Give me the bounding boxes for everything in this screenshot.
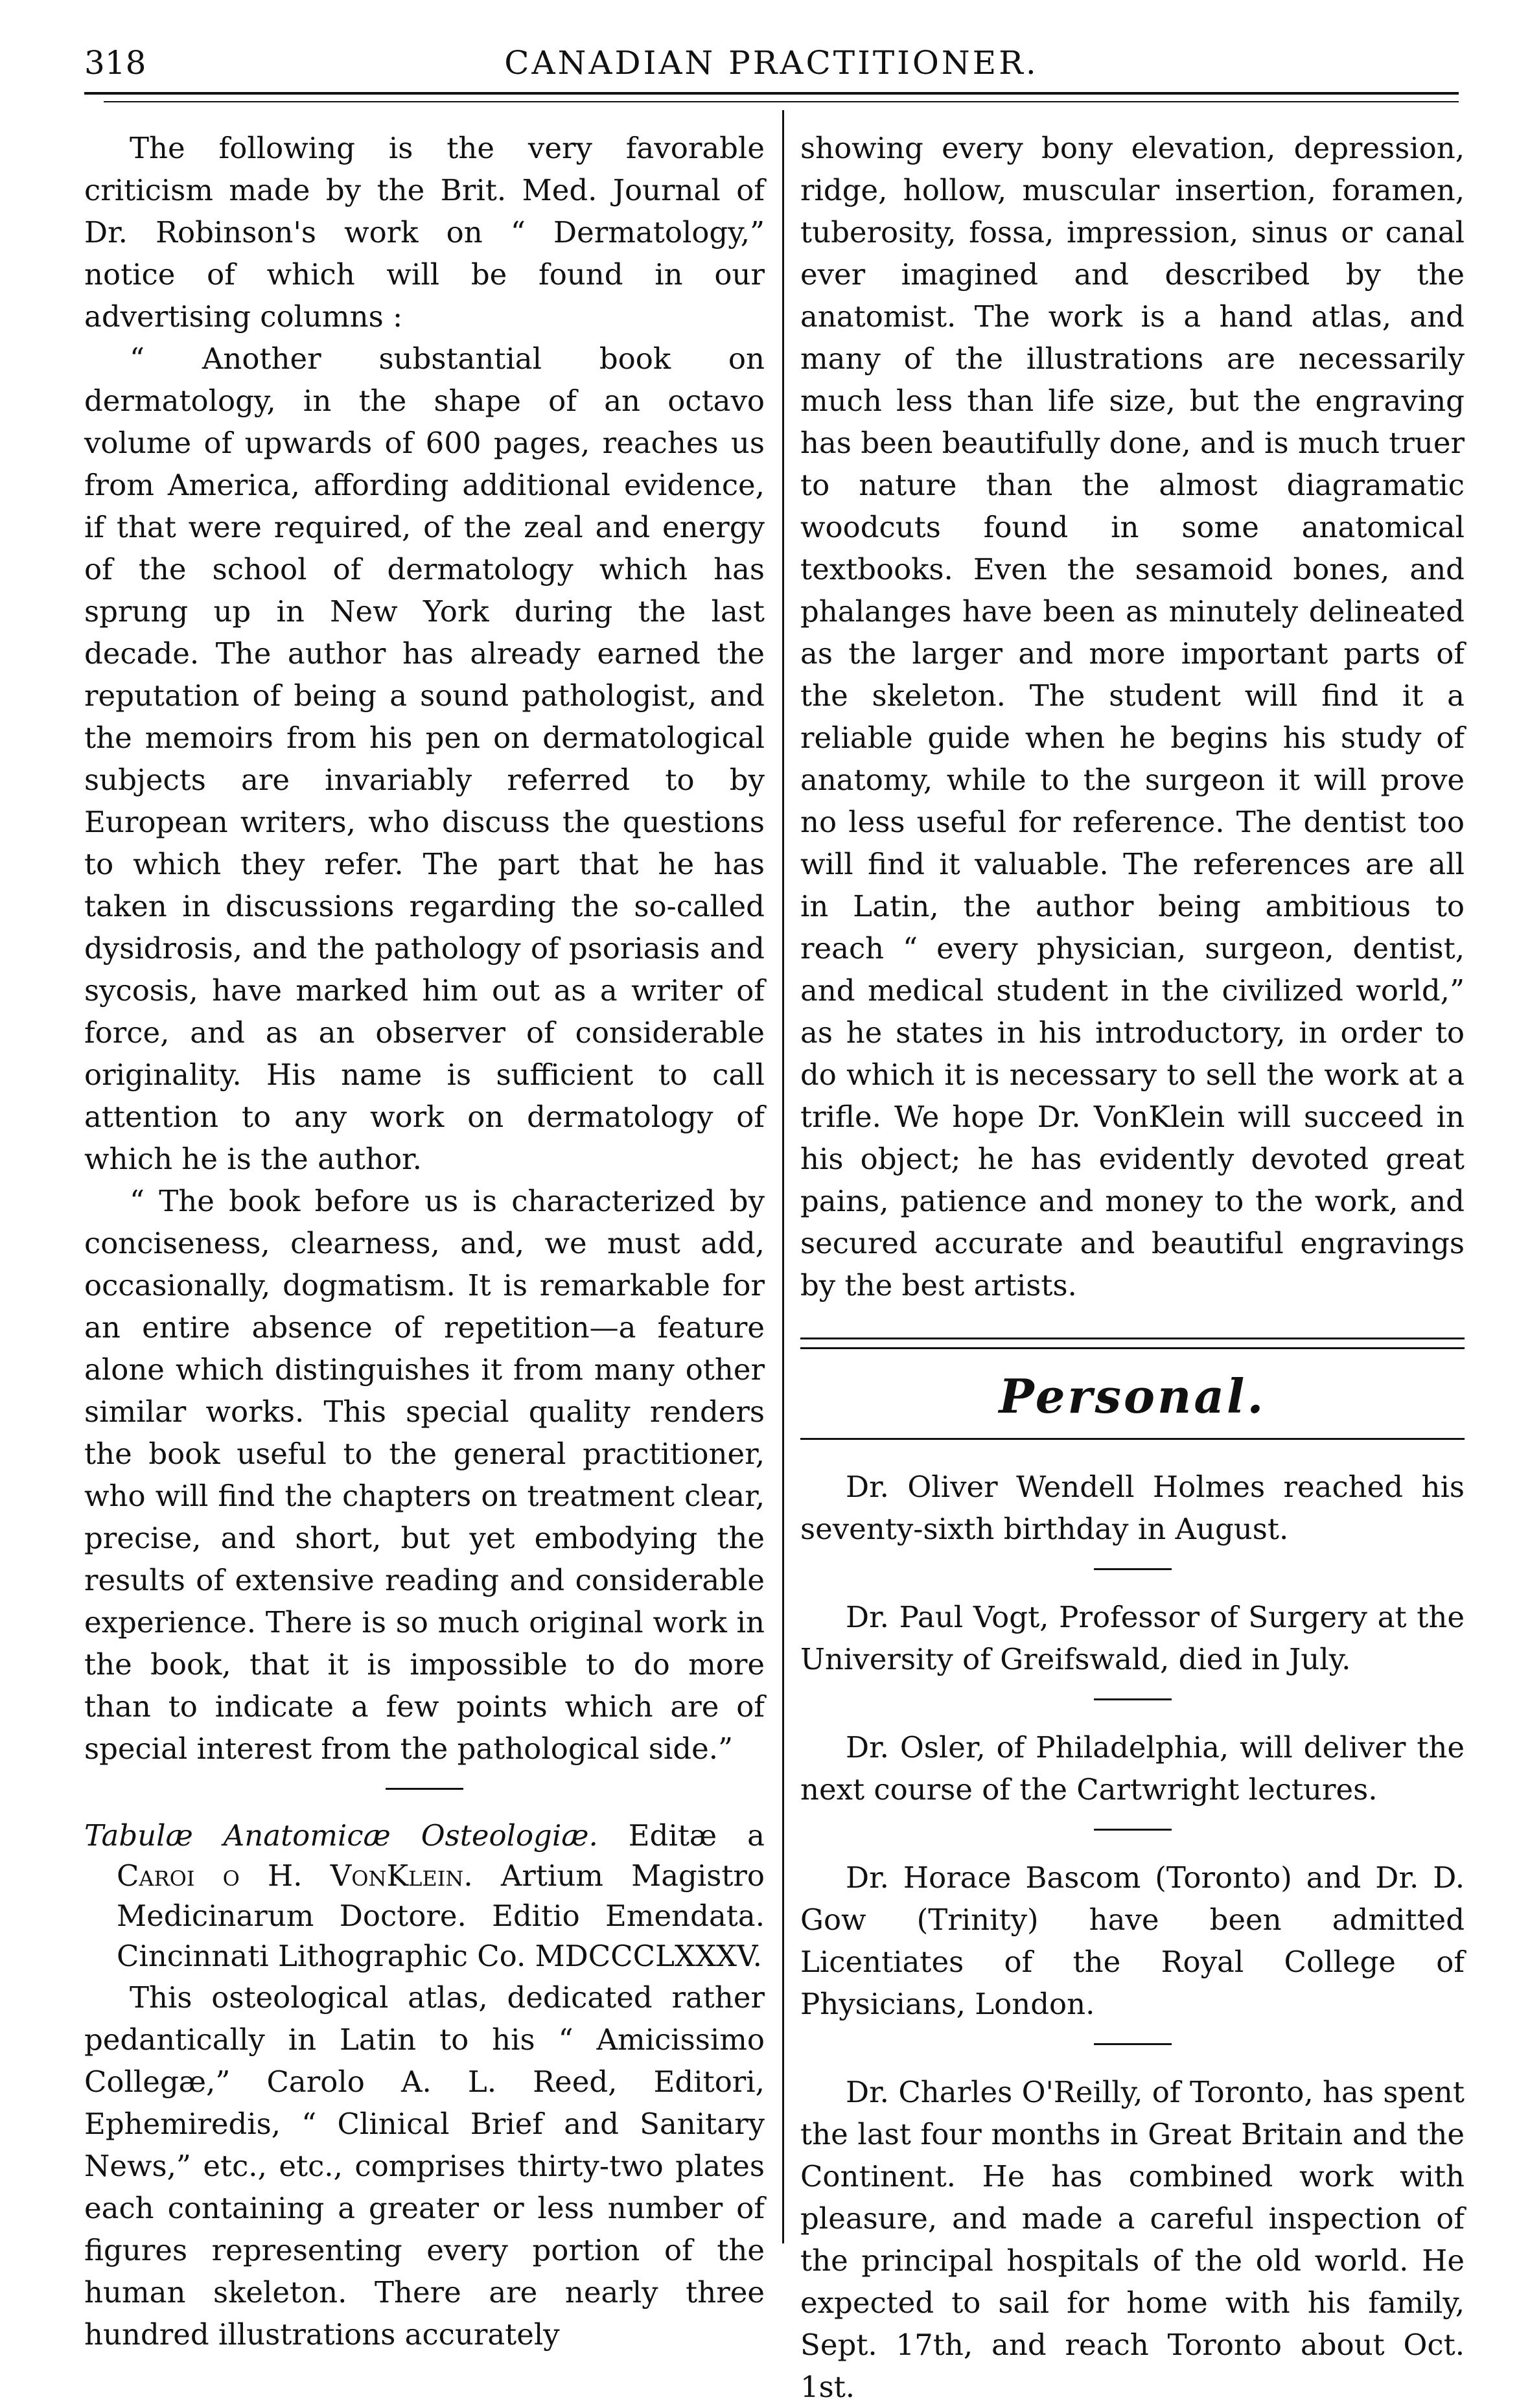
personal-item-text: Dr. Horace Bascom (Toronto) and Dr. D. Gow (Trinity) have been admitted Licentiates of the Royal College of Physicians, London. — [800, 1860, 1465, 2021]
quoted-review-paragraph-2: “ The book before us is characterized by conciseness, clearness, and, we must add, occasionally, dogmatism. It is remarkable for an entire absence of repetition—a feature alone which distinguishes it from many other similar works. This special quality renders the book useful to the general practitioner, who will find the chapters on treatment clear, precise, and short, but yet embodying the results of extensive reading and considerable experience. There is so much original work in the book, that it is impossible to do more than to indicate a few points which are of special interest from the pathological side.” — [84, 1184, 765, 1766]
citation-details: Artium Magistro Medicinarum Doctore. Editio Emendata. Cincinnati Lithographic Co. MDCCCLXXXV. — [117, 1858, 765, 1973]
personal-item-text: Dr. Oliver Wendell Holmes reached his seventy-sixth birthday in August. — [800, 1470, 1465, 1546]
personal-item — [800, 1726, 1465, 1811]
heading-underline — [800, 1438, 1465, 1440]
header-rule-thick — [84, 92, 1459, 95]
item-separator — [1094, 1698, 1172, 1700]
page-header — [84, 39, 1459, 91]
quoted-review-paragraph-1: “ Another substantial book on dermatology, in the shape of an octavo volume of upwards of 600 pages, reaches us from America, affording additional evidence, if that were required, of the zeal and energy of the school of dermatology which has sprung up in New York during the last decade. The author has already earned the reputation of being a sound pathologist, and the memoirs from his pen on dermatological subjects are invariably referred to by European writers, who discuss the questions to which they refer. The part that he has taken in discussions regarding the so-called dysidrosis, and the pathology of psoriasis and sycosis, have marked him out as a writer of force, and as an observer of considerable originality. His name is sufficient to call attention to any work on dermatology of which he is the author. — [84, 342, 765, 1176]
item-separator — [1094, 1568, 1172, 1570]
book-citation — [84, 1816, 765, 1976]
section-double-rule — [800, 1337, 1465, 1349]
personal-item — [800, 1466, 1465, 1550]
right-column — [800, 127, 1465, 2408]
left-column — [84, 127, 765, 2356]
personal-item-text: Dr. Osler, of Philadelphia, will deliver the next course of the Cartwright lectures. — [800, 1730, 1465, 1807]
running-title: CANADIAN PRACTITIONER. — [504, 44, 1039, 82]
section-separator — [386, 1788, 463, 1790]
item-separator — [1094, 2043, 1172, 2045]
page-number: 318 — [84, 44, 146, 82]
double-rule-line-1 — [800, 1337, 1465, 1339]
column-divider — [782, 110, 784, 2243]
item-separator — [1094, 1829, 1172, 1831]
atlas-review-continuation: showing every bony elevation, depression, ridge, hollow, muscular insertion, foramen, tuberosity, fossa, impression, sinus or canal ever imagined and described by the anatomist. The work is a hand atlas, and many of the illustrations are necessarily much less than life size, but the engraving has been beautifully done, and is much truer to nature than the almost diagramatic woodcuts found in some anatomical textbooks. Even the sesamoid bones, and phalanges have been as minutely delineated as the larger and more important parts of the skeleton. The student will find it a reliable guide when he begins his study of anatomy, while to the surgeon it will prove no less useful for reference. The dentist too will find it valuable. The references are all in Latin, the author being ambitious to reach “ every physician, surgeon, dentist, and medical student in the civilized world,” as he states in his introductory, in order to do which it is necessary to sell the work at a trifle. We hope Dr. VonKlein will succeed in his object; he has evidently devoted great pains, patience and money to the work, and secured accurate and beautiful engravings by the best artists. — [800, 131, 1465, 1302]
atlas-review-paragraph: This osteological atlas, dedicated rather pedantically in Latin to his “ Amicissimo Collegæ,” Carolo A. L. Reed, Editori, Ephemiredis, “ Clinical Brief and Sanitary News,” etc., etc., comprises thirty-two plates each containing a greater or less number of figures representing every portion of the human skeleton. There are nearly three hundred illustrations accurately — [84, 1980, 765, 2352]
personal-item-text: Dr. Charles O'Reilly, of Toronto, has spent the last four months in Great Britain and the Continent. He has combined work with pleasure, and made a careful inspection of the principal hospitals of the old world. He expected to sail for home with his family, Sept. 17th, and reach Toronto about Oct. 1st. — [800, 2075, 1465, 2404]
citation-author: Caroi o H. VonKlein. — [117, 1858, 473, 1893]
section-heading-personal: Personal. — [999, 1369, 1266, 1424]
personal-item-text: Dr. Paul Vogt, Professor of Surgery at the University of Greifswald, died in July. — [800, 1600, 1465, 1676]
double-rule-line-2 — [800, 1347, 1465, 1349]
personal-item — [800, 1596, 1465, 1680]
header-rule-thin — [104, 101, 1459, 102]
citation-title: Tabulæ Anatomicæ Osteologiæ. — [84, 1818, 598, 1853]
personal-item — [800, 1857, 1465, 2025]
article-intro-paragraph: The following is the very favorable criticism made by the Brit. Med. Journal of Dr. Robinson's work on “ Dermatology,” notice of which will be found in our advertising columns : — [84, 131, 765, 334]
personal-item — [800, 2071, 1465, 2408]
citation-editor-prefix: Editæ a — [628, 1818, 765, 1853]
